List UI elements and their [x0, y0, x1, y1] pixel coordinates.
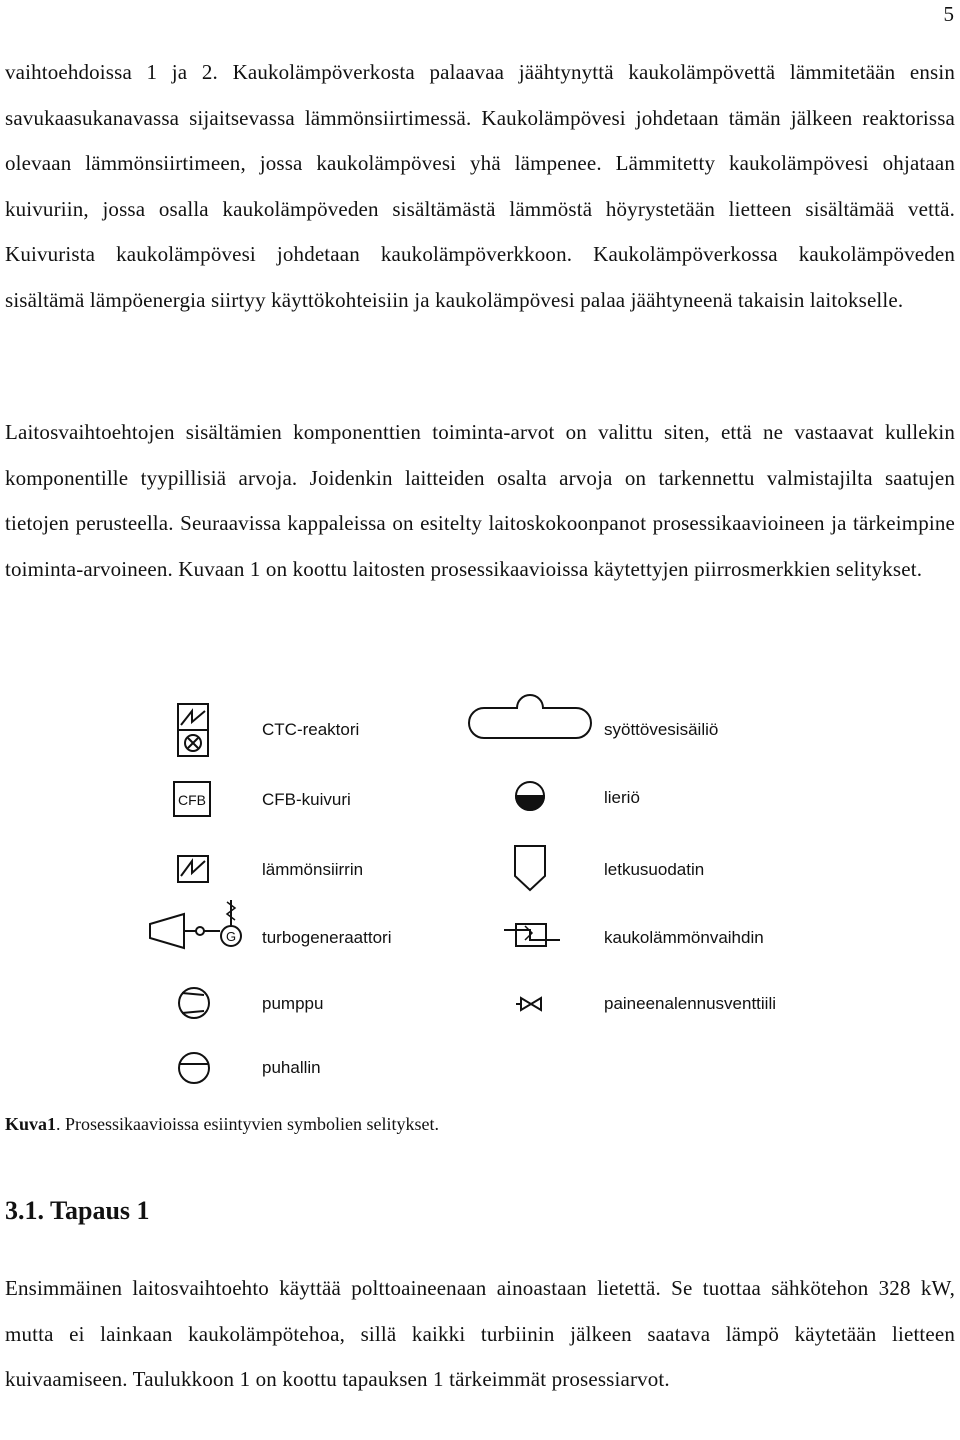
- legend-label-turbogenerator: turbogeneraattori: [262, 928, 392, 947]
- legend-label-cfb-dryer: CFB-kuivuri: [262, 790, 351, 809]
- paragraph-component-values: Laitosvaihtoehtojen sisältämien komponenttien toiminta-arvot on valittu siten, että ne vastaavat kullekin komponentille tyypillisiä arvoja. Joidenkin laitteiden osalta arvoja on tarkennettu valmistajilta saatujen tietojen perusteella. Seuraavissa kappaleissa on esitelty laitoskokoonpanot prosessikaavioineen ja tärkeimpine toiminta-arvoineen. Kuvaan 1 on koottu laitosten prosessikaavioissa käytettyjen piirrosmerkkien selitykset.: [5, 420, 955, 581]
- legend-label-ctc-reactor: CTC-reaktori: [262, 720, 360, 739]
- paragraph-district-heating: vaihtoehdoissa 1 ja 2. Kaukolämpöverkosta palaavaa jäähtynyttä kaukolämpövettä lämmitetään ensin savukaasukanavassa sijaitsevassa lämmönsiirtimessä. Kaukolämpövesi johdetaan tämän jälkeen reaktorissa olevaan lämmönsiirtimeen, jossa kaukolämpövesi yhä lämpenee. Lämmitetty kaukolämpövesi ohjataan kuivuriin, jossa osalla kaukolämpöveden sisältämästä lämmöstä höyrystetään lietteen sisältämää vettä. Kuivurista kaukolämpövesi johdetaan kaukolämpöverkkoon. Kaukolämpöverkossa kaukolämpöveden sisältämä lämpöenergia siirtyy käyttökohteisiin ja kaukolämpövesi palaa jäähtyneenä takaisin laitokselle.: [5, 60, 955, 312]
- district-heat-exchanger-icon: [504, 924, 560, 946]
- feedwater-tank-icon: [469, 695, 591, 738]
- fan-icon: [179, 1053, 209, 1083]
- turbogenerator-icon: [150, 900, 241, 948]
- cfb-dryer-icon: [174, 782, 210, 816]
- paragraph-case-1: Ensimmäinen laitosvaihtoehto käyttää polttoaineenaan ainoastaan lietettä. Se tuottaa sähkötehon 328 kW, mutta ei lainkaan kaukolämpötehoa, sillä kaikki turbiinin jälkeen saatava lämpö käytetään lietteen kuivaamiseen. Taulukkoon 1 on koottu tapauksen 1 tärkeimmät prosessiarvot.: [5, 1276, 955, 1392]
- legend-label-heat-exchanger: lämmönsiirrin: [262, 860, 364, 879]
- legend-label-feedwater-tank: syöttövesisäiliö: [604, 720, 719, 739]
- drum-icon: [516, 782, 544, 810]
- legend-label-bag-filter: letkusuodatin: [604, 860, 705, 879]
- pressure-reducing-valve-icon: [516, 998, 541, 1010]
- figure-caption-text: . Prosessikaavioissa esiintyvien symbolien selitykset.: [56, 1114, 439, 1134]
- legend-label-drum: lieriö: [604, 788, 640, 807]
- cfb-icon-text: CFB: [178, 792, 206, 808]
- symbol-legend-figure: [0, 690, 960, 1100]
- symbol-legend-drawing: [0, 690, 960, 1100]
- page-number: 5: [943, 2, 954, 26]
- section-heading: 3.1. Tapaus 1: [5, 1196, 150, 1225]
- legend-label-district-heat-exchanger: kaukolämmönvaihdin: [604, 928, 764, 947]
- pump-icon: [179, 988, 209, 1018]
- heat-exchanger-icon: [178, 856, 208, 882]
- legend-label-pressure-reducing-valve: paineenalennusventtiili: [604, 994, 777, 1013]
- legend-label-pump: pumppu: [262, 994, 324, 1013]
- figure-caption: [5, 1114, 439, 1135]
- ctc-reactor-icon: [178, 704, 208, 756]
- generator-icon-text: G: [225, 929, 237, 944]
- legend-label-fan: puhallin: [262, 1058, 321, 1077]
- figure-caption-label: Kuva1: [5, 1114, 57, 1134]
- bag-filter-icon: [515, 846, 545, 890]
